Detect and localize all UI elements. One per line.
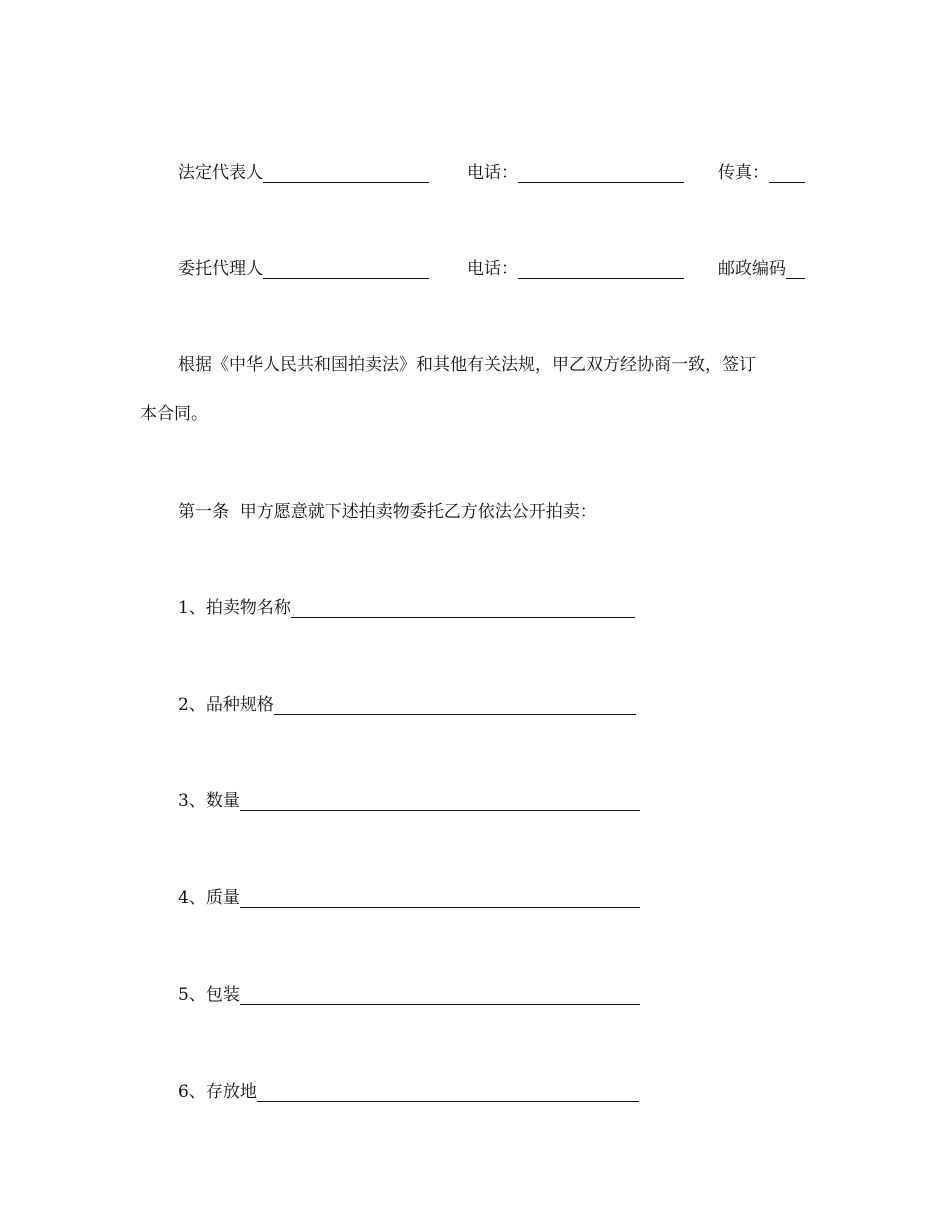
item-spec-blank[interactable] xyxy=(274,697,636,715)
item-label: 5、包装 xyxy=(178,985,240,1005)
item-label: 2、品种规格 xyxy=(178,695,274,715)
legal-rep-phone-field xyxy=(467,163,684,183)
item-packaging-blank[interactable] xyxy=(240,987,640,1005)
article-1-heading: 第一条 甲方愿意就下述拍卖物委托乙方依法公开拍卖： xyxy=(178,502,597,522)
fax-label: 传真： xyxy=(718,163,769,183)
item-name-field xyxy=(178,598,635,618)
item-label: 3、数量 xyxy=(178,791,240,811)
agent-field xyxy=(178,259,429,279)
fax-blank[interactable] xyxy=(769,165,805,183)
item-quality-field xyxy=(178,888,640,908)
item-label: 6、存放地 xyxy=(178,1082,257,1102)
item-quality-blank[interactable] xyxy=(240,890,640,908)
postcode-field xyxy=(718,259,805,279)
item-quantity-blank[interactable] xyxy=(240,793,640,811)
item-name-blank[interactable] xyxy=(291,600,635,618)
item-packaging-field xyxy=(178,985,640,1005)
item-storage-field xyxy=(178,1082,639,1102)
agent-phone-field xyxy=(467,259,684,279)
agent-phone-blank[interactable] xyxy=(518,261,684,279)
fax-field xyxy=(718,163,805,183)
intro-paragraph-line2: 本合同。 xyxy=(140,404,208,424)
legal-rep-blank[interactable] xyxy=(263,165,429,183)
postcode-blank[interactable] xyxy=(786,261,805,279)
intro-paragraph-line1: 根据《中华人民共和国拍卖法》和其他有关法规，甲乙双方经协商一致，签订 xyxy=(178,355,756,375)
item-label: 1、拍卖物名称 xyxy=(178,598,291,618)
postcode-label: 邮政编码 xyxy=(718,259,786,279)
item-spec-field xyxy=(178,695,636,715)
legal-rep-label: 法定代表人 xyxy=(178,163,263,183)
phone-label-2: 电话： xyxy=(467,259,518,279)
agent-label: 委托代理人 xyxy=(178,259,263,279)
legal-rep-phone-blank[interactable] xyxy=(518,165,684,183)
legal-rep-field xyxy=(178,163,429,183)
phone-label: 电话： xyxy=(467,163,518,183)
agent-blank[interactable] xyxy=(263,261,429,279)
item-label: 4、质量 xyxy=(178,888,240,908)
item-quantity-field xyxy=(178,791,640,811)
item-storage-blank[interactable] xyxy=(257,1084,639,1102)
